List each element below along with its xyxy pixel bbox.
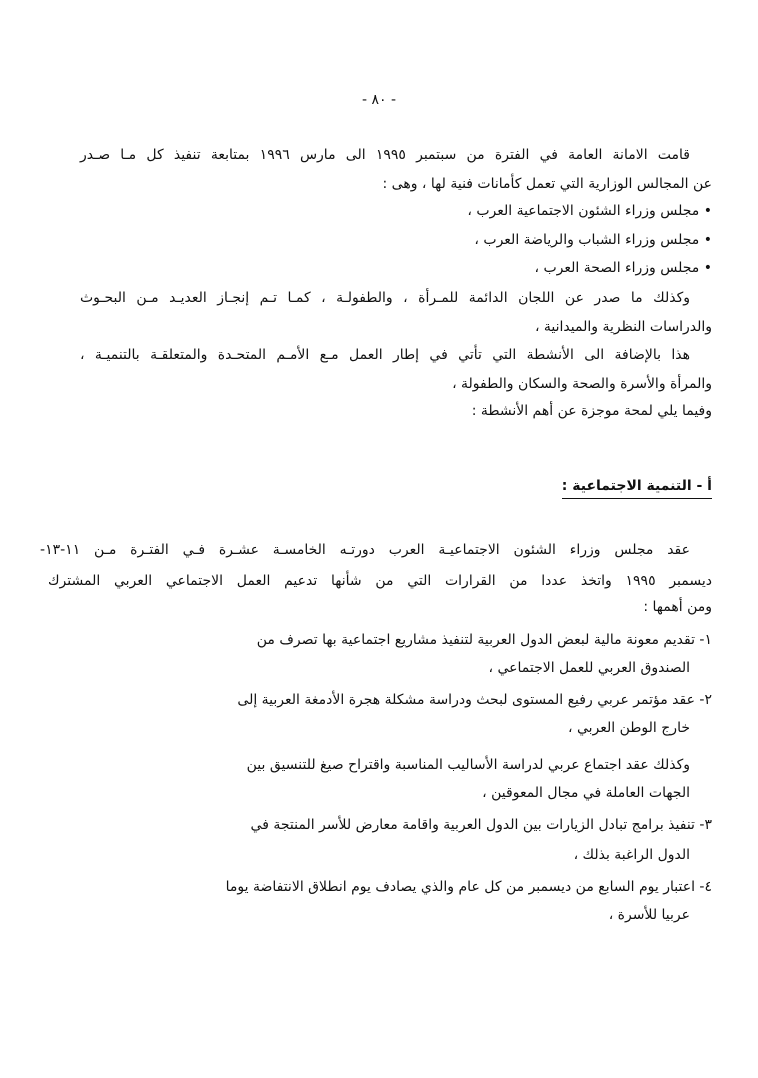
intro-line-3: وكذلك ما صدر عن اللجان الدائمة للمـرأة ، والطفولـة ، كمـا تـم إنجـاز العديـد مـن البحـوث (80, 290, 690, 306)
section-paragraph-line: عقد مجلس وزراء الشئون الاجتماعيـة العرب دورتـه الخامسـة عشـرة فـي الفتـرة مـن ١١-١٣- (40, 542, 690, 558)
page-number: - ٨٠ - (361, 92, 397, 108)
list-item-2-continuation: الجهات العاملة في مجال المعوقين ، (482, 785, 690, 801)
section-heading: أ - التنمية الاجتماعية : (562, 476, 712, 499)
bullet-item: • مجلس وزراء الشئون الاجتماعية العرب ، (467, 203, 712, 219)
intro-line-7: وفيما يلي لمحة موجزة عن أهم الأنشطة : (471, 403, 712, 419)
intro-line-1: قامت الامانة العامة في الفترة من سبتمبر ١٩٩٥ الى مارس ١٩٩٦ بمتابعة تنفيذ كل مـا صـدر (80, 147, 691, 163)
list-item-2: ٢- عقد مؤتمر عربي رفيع المستوى لبحث ودراسة مشكلة هجرة الأدمغة العربية إلى (237, 692, 712, 708)
list-item-1-continuation: الصندوق العربي للعمل الاجتماعي ، (488, 660, 690, 676)
bullet-item: • مجلس وزراء الشباب والرياضة العرب ، (474, 232, 712, 248)
list-item-1: ١- تقديم معونة مالية لبعض الدول العربية لتنفيذ مشاريع اجتماعية بها تصرف من (256, 632, 712, 648)
section-paragraph-line: ديسمبر ١٩٩٥ واتخذ عددا من القرارات التي من شأنها تدعيم العمل الاجتماعي العربي المشترك (48, 573, 712, 589)
intro-line-2: عن المجالس الوزارية التي تعمل كأمانات فنية لها ، وهى : (382, 176, 712, 192)
intro-line-4: والدراسات النظرية والميدانية ، (534, 319, 712, 335)
list-item-4-continuation: عربيا للأسرة ، (608, 907, 690, 923)
list-item-2-continuation: وكذلك عقد اجتماع عربي لدراسة الأساليب المناسبة واقتراح صيغ للتنسيق بين (246, 757, 690, 773)
list-item-4: ٤- اعتبار يوم السابع من ديسمبر من كل عام والذي يصادف يوم انطلاق الانتفاضة يوما (225, 879, 712, 895)
list-item-2-continuation: خارج الوطن العربي ، (568, 720, 690, 736)
bullet-item: • مجلس وزراء الصحة العرب ، (534, 260, 712, 276)
section-paragraph-line: ومن أهمها : (643, 599, 712, 615)
list-item-3-continuation: الدول الراغبة بذلك ، (573, 847, 690, 863)
intro-line-6: والمرأة والأسرة والصحة والسكان والطفولة ، (452, 376, 712, 392)
list-item-3: ٣- تنفيذ برامج تبادل الزيارات بين الدول العربية واقامة معارض للأسر المنتجة في (250, 817, 712, 833)
intro-line-5: هذا بالإضافة الى الأنشطة التي تأتي في إطار العمل مـع الأمـم المتحـدة والمتعلقـة بالتنميـة ، (80, 347, 690, 363)
